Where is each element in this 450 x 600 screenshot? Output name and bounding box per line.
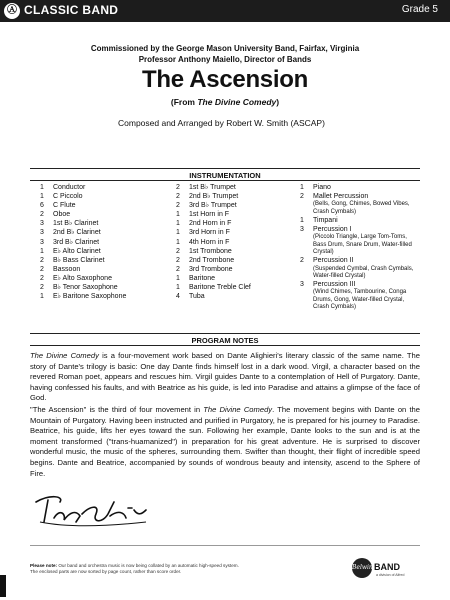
instrument-item: 1 E♭ Baritone Saxophone [40,293,127,301]
instrument-column-1 [40,183,126,301]
instrument-item: 3 3rd B♭ Clarinet [40,238,100,246]
divider [30,180,420,181]
instrument-detail: Crystal) [313,249,334,255]
instrument-item: 2 Bassoon [40,265,81,273]
instrument-detail: Bass Drum, Snare Drum, Water-filled [313,241,412,248]
instrument-item: 1 E♭ Alto Clarinet [40,247,101,255]
instrument-item: 2 2nd Trombone [176,256,235,264]
collation-note: Please note: Our band and orchestra music is now being collated by an automatic high-speed system. The enclosed parts are now sorted by page count, rather than score order. [30,563,239,574]
instrument-item: 6 C Flute [40,202,76,210]
instrument-item: 1 C Piccolo [40,193,83,201]
instrument-detail: (Suspended Cymbal, Crash Cymbals, [313,265,414,272]
divider [30,545,420,546]
instrument-detail: (Bells, Gong, Chimes, Bowed Vibes, [313,201,410,208]
instrument-item: 2 2nd B♭ Trumpet [176,193,239,201]
instrument-item: 1 Timpani [300,217,338,224]
instrument-item: 3 Percussion III [300,281,356,289]
composer-signature [30,488,150,530]
instrument-item: 3 Percussion I [300,226,352,234]
publisher-logo [352,556,422,580]
grade-label: Grade 5 [401,4,438,15]
instrument-detail: Drums, Gong, Water-filled Crystal, [313,296,405,303]
subtitle: (From The Divine Comedy) [170,97,280,107]
instrument-item: 2 1st B♭ Trumpet [176,184,236,191]
publisher-name: BAND [374,562,400,572]
instrument-item: 1 4th Horn in F [176,238,230,246]
instrument-item: 2 B♭ Bass Clarinet [40,256,105,264]
instrument-item: 2 Percussion II [300,257,354,265]
instrument-detail: (Wind Chimes, Tambourine, Conga [313,289,407,296]
instrument-item: 2 B♭ Tenor Saxophone [40,284,118,292]
instrument-item: 2 Mallet Percussion [300,193,369,201]
alfred-logo-icon: Ⓐ [4,3,20,19]
instrument-item: 1 1st Horn in F [176,211,230,219]
divider [30,345,420,346]
instrument-item: 2 1st Trombone [176,247,232,255]
instrument-detail: Crash Cymbals) [313,304,357,311]
instrument-item: 1 2nd Horn in F [176,220,232,228]
instrument-item: 2 3rd Trombone [176,265,233,273]
commission-line-2: Professor Anthony Maiello, Director of Bands [138,55,312,64]
instrument-item: 1 Baritone [176,274,216,282]
edge-mark [0,575,6,597]
instrument-detail: Water-filled Crystal) [313,272,366,279]
instrument-detail: Crash Cymbals) [313,208,357,215]
instrument-column-2 [176,183,251,301]
instrumentation-heading: INSTRUMENTATION [189,171,261,180]
belwin-logo-icon: Belwin [352,558,372,578]
program-notes-paragraph: "The Ascension" is the third of four movement in The Divine Comedy. The movement begins with Dante on the Mountain of Purgatory. Having been instructed and purified in Purgatory, he is prepared for his journey to Paradise. Beatrice, his guide, lifts her eyes toward the sun. Following her example, Dante looks to the sun and is at the moment transformed ("trans-huamanized") in preparation for his great adventure. He is surprised to discover wonderful music, the music of the spheres, surrounding them. Swifter than thought, their flight of incredible speed begins. Dante and Beatrice, accompanied by sounds of wondrous beauty and intensity, ascend to the Sphere of Fire. [30,405,420,478]
divider [30,333,420,334]
instrument-item: 2 E♭ Alto Saxophone [40,274,112,282]
instrument-item: 1 Baritone Treble Clef [176,284,251,292]
commission-line-1: Commissioned by the George Mason University Band, Fairfax, Virginia [90,44,360,53]
program-notes-paragraph: The Divine Comedy is a four-movement work based on Dante Alighieri's literary classic of the same name. The story of Dante's trilogy is basic: One day Dante finds himself lost in a dark wood. Virgil, a character based on the revered Roman poet, appears and rescues him. Virgil guides Dante to a contemplation of Hell of Purgatory. Dante, having confessed his faults, and with Beatrice as his guide, is led into Paradise and attains a glimpse of the face of God. [30,351,420,403]
header-bar [0,0,450,22]
instrument-column-3 [300,183,413,312]
instrument-item: 4 Tuba [176,293,205,301]
instrument-item: 2 Oboe [40,211,71,219]
composer-credit: Composed and Arranged by Robert W. Smith (ASCAP) [118,118,325,128]
publisher-division: a division of Alfred [376,573,405,577]
instrument-item: 3 2nd B♭ Clarinet [40,229,101,237]
page-title: The Ascension [142,66,308,93]
divider [30,168,420,169]
instrument-item: 1 3rd Horn in F [176,229,230,237]
instrument-item: 2 3rd B♭ Trumpet [176,202,237,210]
instrument-detail: (Piccolo Triangle, Large Tom-Toms, [313,234,407,241]
series-label: CLASSIC BAND [24,3,119,17]
instrument-item: 3 1st B♭ Clarinet [40,220,99,228]
instrument-item: 1 Piano [300,184,331,191]
program-notes-heading: PROGRAM NOTES [191,336,259,345]
instrument-item: 1 Conductor [40,184,86,191]
